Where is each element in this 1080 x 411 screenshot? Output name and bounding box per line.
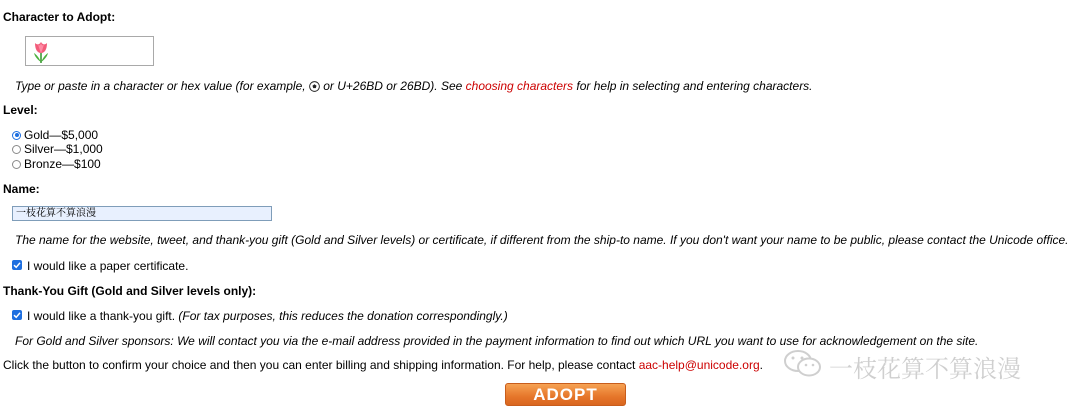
silver-label: Silver—$1,000: [24, 142, 103, 156]
watermark: [783, 348, 1021, 384]
character-help-suffix: for help in selecting and entering characters.: [573, 79, 813, 93]
character-input[interactable]: [25, 36, 154, 66]
level-option-bronze[interactable]: [12, 157, 101, 171]
check-icon: [13, 261, 21, 269]
name-field[interactable]: 一枝花算不算浪漫: [12, 206, 272, 221]
character-help: [15, 79, 813, 95]
silver-radio[interactable]: [12, 145, 21, 154]
level-option-gold[interactable]: [12, 128, 98, 142]
soccer-ball-icon: [309, 81, 320, 95]
choosing-characters-link[interactable]: choosing characters: [465, 79, 574, 93]
level-option-silver[interactable]: [12, 142, 103, 156]
confirm-text-body: Click the button to confirm your choice and then you can enter billing and shipping information. For help, please contact: [3, 358, 639, 372]
gold-label: Gold—$5,000: [24, 128, 99, 142]
gift-label-row: [27, 309, 508, 323]
bronze-label: Bronze—$100: [24, 157, 101, 171]
gift-label: I would like a thank-you gift.: [27, 309, 176, 323]
watermark-text: 一枝花算不算浪漫: [829, 354, 1021, 383]
confirm-text-end: .: [759, 358, 763, 372]
character-heading: Character to Adopt:: [3, 10, 116, 24]
name-heading: Name:: [3, 182, 40, 196]
bronze-radio[interactable]: [12, 160, 21, 169]
confirm-text: [3, 358, 763, 372]
certificate-label: I would like a paper certificate.: [27, 259, 189, 273]
gift-checkbox[interactable]: [12, 310, 22, 320]
name-help: The name for the website, tweet, and thank-you gift (Gold and Silver levels) or certificate, if different from the ship-to name. If you don't want your name to be public, please contact the Unicode office.: [15, 233, 1069, 247]
gold-radio[interactable]: [12, 131, 21, 140]
tulip-icon: [31, 40, 51, 67]
character-help-mid: or U+26BD or 26BD). See: [319, 79, 466, 93]
certificate-checkbox[interactable]: [12, 260, 22, 270]
level-heading: Level:: [3, 103, 38, 117]
gift-heading: Thank-You Gift (Gold and Silver levels only):: [3, 284, 257, 298]
help-email-link[interactable]: aac-help@unicode.org: [638, 358, 760, 372]
sponsor-note: For Gold and Silver sponsors: We will contact you via the e-mail address provided in the payment information to find out which URL you want to use for acknowledgement on the site.: [15, 334, 979, 348]
character-help-prefix: Type or paste in a character or hex value (for example,: [15, 79, 309, 93]
check-icon: [13, 311, 21, 319]
adopt-button[interactable]: ADOPT: [505, 383, 626, 406]
gift-note: (For tax purposes, this reduces the donation correspondingly.): [178, 309, 508, 323]
wechat-icon: [783, 348, 823, 384]
